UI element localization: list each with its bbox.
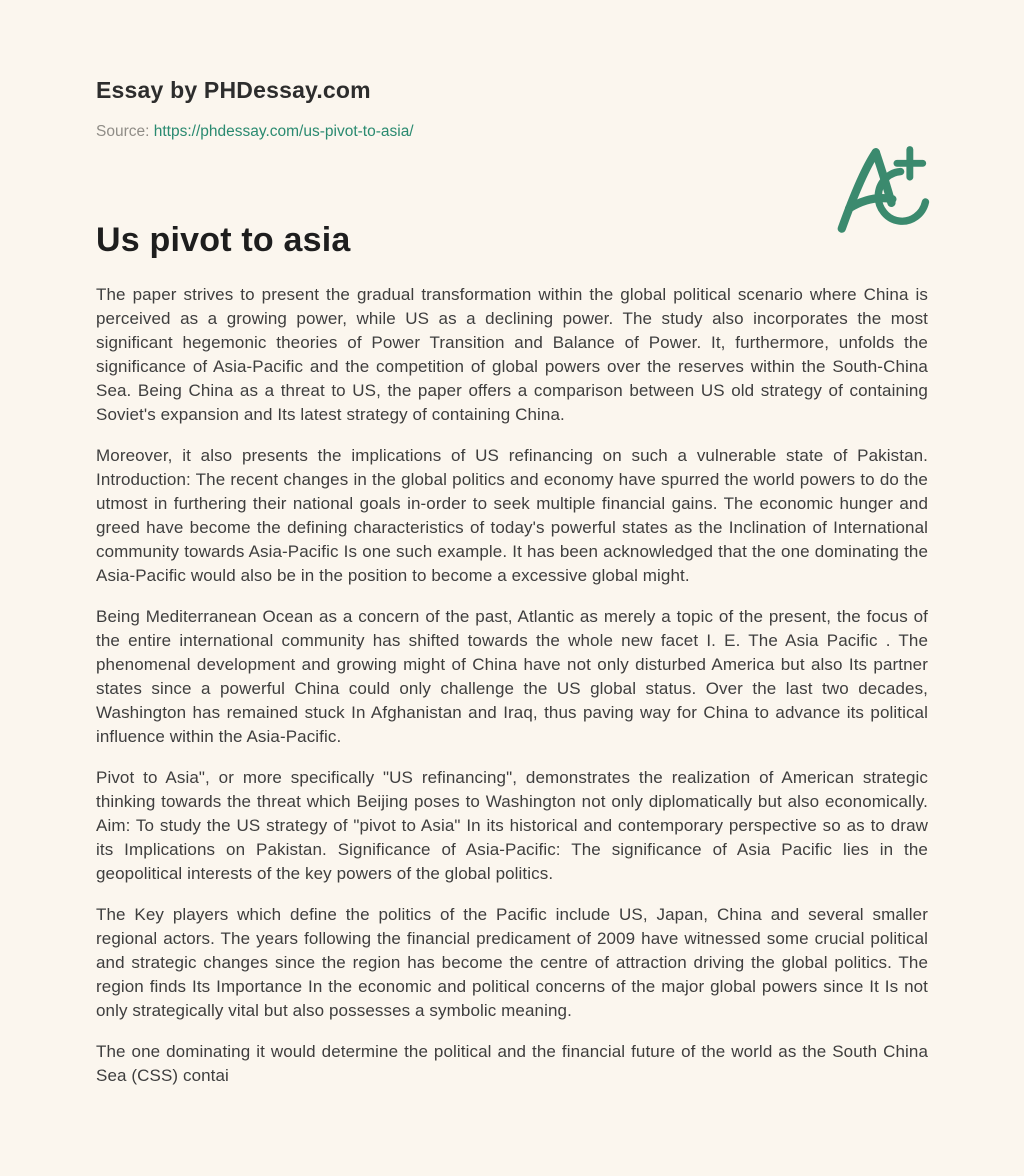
source-label: Source: <box>96 123 150 140</box>
source-line <box>96 122 928 142</box>
site-title: Essay by PHDessay.com <box>96 77 371 103</box>
essay-paragraph: Moreover, it also presents the implications of US refinancing on such a vulnerable state of Pakistan. Introduction: The recent changes in the global politics and economy have spurred the world powers to do the utmost in furthering their national goals in-order to seek multiple financial gains. The economic hunger and greed have become the defining characteristics of today's powerful states as the Inclination of International community towards Asia-Pacific Is one such example. It has been acknowledged that the one dominating the Asia-Pacific would also be in the position to become a excessive global might. <box>96 446 928 585</box>
source-url-link[interactable]: https://phdessay.com/us-pivot-to-asia/ <box>153 123 414 140</box>
page-title: Us pivot to asia <box>96 221 351 259</box>
essay-paragraph: Being Mediterranean Ocean as a concern of the past, Atlantic as merely a topic of the present, the focus of the entire international community has shifted towards the whole new facet I. E. The Asia Pacific . The phenomenal development and growing might of China have not only disturbed America but also Its partner states since a powerful China could only challenge the US global status. Over the last two decades, Washington has remained stuck In Afghanistan and Iraq, thus paving way for China to advance its political influence within the Asia-Pacific. <box>96 607 928 746</box>
essay-paragraph: The paper strives to present the gradual transformation within the global political scenario where China is perceived as a growing power, while US as a declining power. The study also incorporates the most significant hegemonic theories of Power Transition and Balance of Power. It, furthermore, unfolds the significance of Asia-Pacific and the competition of global powers over the reserves within the South-China Sea. Being China as a threat to US, the paper offers a comparison between US old strategy of containing Soviet's expansion and Its latest strategy of containing China. <box>96 285 928 424</box>
essay-paragraph: Pivot to Asia", or more specifically "US refinancing", demonstrates the realization of American strategic thinking towards the threat which Beijing poses to Washington not only diplomatically but also economically. Aim: To study the US strategy of "pivot to Asia" In its historical and contemporary perspective so as to draw its Implications on Pakistan. Significance of Asia-Pacific: The significance of Asia Pacific lies in the geopolitical interests of the key powers of the global politics. <box>96 768 928 883</box>
a-plus-logo-icon <box>830 144 940 236</box>
essay-paragraph: The Key players which define the politics of the Pacific include US, Japan, China and several smaller regional actors. The years following the financial predicament of 2009 have witnessed some crucial political and strategic changes since the region has become the centre of attraction driving the global politics. The region finds Its Importance In the economic and political concerns of the major global powers since It Is not only strategically vital but also possesses a symbolic meaning. <box>96 905 928 1020</box>
essay-paragraph: The one dominating it would determine the political and the financial future of the world as the South China Sea (CSS) contai <box>96 1042 928 1085</box>
essay-body <box>96 283 928 1088</box>
essay-page <box>0 76 1024 1088</box>
phdessay-aplus-logo <box>830 144 940 236</box>
